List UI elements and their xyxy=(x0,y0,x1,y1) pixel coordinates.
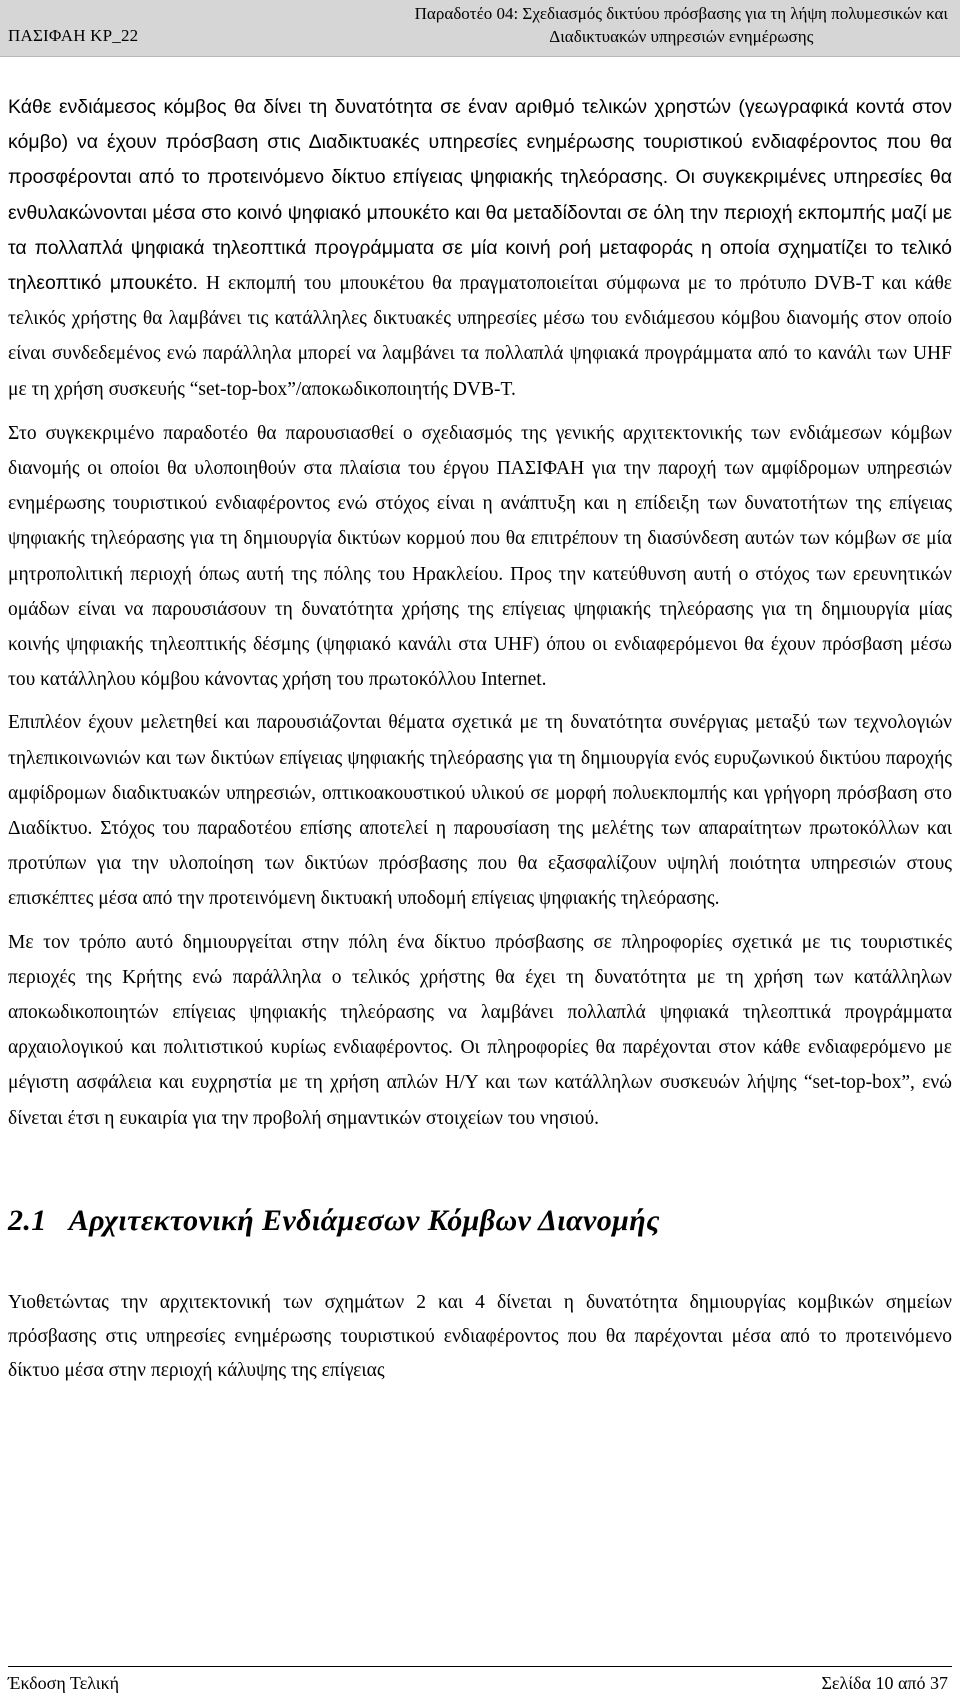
section-heading xyxy=(8,1204,952,1238)
section-number: 2.1 xyxy=(8,1203,47,1237)
header-title-line-2: Διαδικτυακών υπηρεσιών ενημέρωσης xyxy=(549,27,814,46)
page-footer xyxy=(8,1666,952,1697)
paragraph-5: Υιοθετώντας την αρχιτεκτονική των σχημάτων 2 και 4 δίνεται η δυνατότητα δημιουργίας κομβικών σημείων πρόσβασης στις υπηρεσίες ενημέρωσης τουριστικού ενδιαφέροντος που θα παρέχονται μέσα από το προτεινόμενο δίκτυο μέσα στην περιοχή κάλυψης της επίγειας xyxy=(8,1291,952,1381)
section-title: Αρχιτεκτονική Ενδιάμεσων Κόμβων Διανομής xyxy=(68,1203,660,1237)
paragraph-1-serif-part: Η εκπομπή του μπουκέτου θα πραγματοποιείται σύμφωνα με το πρότυπο DVB-T και κάθε τελικός χρήστης θα λαμβάνει τις κατάλληλες δικτυακές υπηρεσίες μέσω του ενδιάμεσου κόμβου διανομής στον οποίο είναι συνδεδεμένος ενώ παράλληλα μπορεί να λαμβάνει τα πολλαπλά ψηφιακά προγράμματα από το κανάλι των UHF με τη χρήση συσκευής “set-top-box”/αποκωδικοποιητής DVB-T. xyxy=(8,273,952,400)
paragraph-2: Στο συγκεκριμένο παραδοτέο θα παρουσιασθεί ο σχεδιασμός της γενικής αρχιτεκτονικής των ενδιάμεσων κόμβων διανομής οι οποίοι θα υλοποιηθούν στα πλαίσια του έργου ΠΑΣΙΦΑΗ για την παροχή των αμφίδρομων υπηρεσιών ενημέρωσης τουριστικού ενδιαφέροντος ενώ στόχος είναι η ανάπτυξη και η επίδειξη των δυνατοτήτων της επίγειας ψηφιακής τηλεόρασης για τη δημιουργία δικτύων κορμού που θα επιτρέπουν τη διασύνδεση αυτών των κόμβων σε μία μητροπολιτική περιοχή όπως αυτή της πόλης του Ηρακλείου. Προς την κατεύθυνση αυτή ο στόχος των ερευνητικών ομάδων είναι να παρουσιάσουν τη δυνατότητα χρήσης της επίγειας ψηφιακής τηλεόρασης για τη δημιουργία μίας κοινής ψηφιακής τηλεοπτικής δέσμης (ψηφιακό κανάλι στα UHF) όπου οι ενδιαφερόμενοι θα έχουν πρόσβαση μέσω του κατάλληλου κόμβου κάνοντας χρήση του πρωτοκόλλου Internet. xyxy=(8,422,952,691)
footer-page-number: Σελίδα 10 από 37 xyxy=(821,1673,948,1693)
page-header xyxy=(0,0,960,57)
header-project-code: ΠΑΣΙΦΑΗ ΚΡ_22 xyxy=(8,26,139,45)
paragraph-3: Επιπλέον έχουν μελετηθεί και παρουσιάζονται θέματα σχετικά με τη δυνατότητα συνέργιας μεταξύ των τεχνολογιών τηλεπικοινωνιών και των δικτύων επίγειας ψηφιακής τηλεόρασης για τη δημιουργία ενός ευρυζωνικού δικτύου παροχής αμφίδρομων διαδικτυακών υπηρεσιών, οπτικοακουστικού υλικού σε μορφή πολυεκπομπής και γρήγορη πρόσβαση στο Διαδίκτυο. Στόχος του παραδοτέου επίσης αποτελεί η παρουσίαση της μελέτης των απαραίτητων πρωτοκόλλων και προτύπων για την υλοποίηση των δικτύων πρόσβασης που θα εξασφαλίζουν υψηλή ποιότητα υπηρεσιών στους επισκέπτες μέσα από την προτεινόμενη δικτυακή υποδομή επίγειας ψηφιακής τηλεόρασης. xyxy=(8,712,952,910)
header-deliverable-title xyxy=(415,2,948,48)
paragraph-1 xyxy=(8,90,952,407)
paragraph-1-sans-part: Κάθε ενδιάμεσος κόμβος θα δίνει τη δυνατότητα σε έναν αριθμό τελικών χρηστών (γεωγραφικά κοντά στον κόμβο) να έχουν πρόσβαση στις Διαδικτυακές υπηρεσίες ενημέρωσης τουριστικού ενδιαφέροντος που θα προσφέρονται από το προτεινόμενο δίκτυο επίγειας ψηφιακής τηλεόρασης. Οι συγκεκριμένες υπηρεσίες θα ενθυλακώνονται μέσα στο κοινό ψηφιακό μπουκέτο και θα μεταδίδονται σε όλη την περιοχή εκπομπής μαζί με τα πολλαπλά ψηφιακά τηλεοπτικά προγράμματα σε μία κοινή ροή μεταφοράς η οποία σχηματίζει το τελικό τηλεοπτικό μπουκέτο. xyxy=(8,96,952,295)
footer-version: Έκδοση Τελική xyxy=(8,1673,120,1693)
document-body xyxy=(8,90,952,1388)
header-title-line-1: Παραδοτέο 04: Σχεδιασμός δικτύου πρόσβασης για τη λήψη πολυμεσικών και xyxy=(414,4,948,23)
paragraph-4: Με τον τρόπο αυτό δημιουργείται στην πόλη ένα δίκτυο πρόσβασης σε πληροφορίες σχετικά με τις τουριστικές περιοχές της Κρήτης ενώ παράλληλα ο τελικός χρήστης θα έχει τη δυνατότητα με τη χρήση των κατάλληλων αποκωδικοποιητών επίγειας ψηφιακής τηλεόρασης να λαμβάνει πολλαπλά ψηφιακά τηλεοπτικά προγράμματα αρχαιολογικού και πολιτιστικού κυρίως ενδιαφέροντος. Οι πληροφορίες θα παρέχονται στον κάθε ενδιαφερόμενο με μέγιστη ασφάλεια και ευχρηστία με τη χρήση απλών Η/Υ και των κατάλληλων συσκευών λήψης “set-top-box”, ενώ δίνεται έτσι η ευκαιρία για την προβολή σημαντικών στοιχείων του νησιού. xyxy=(8,931,952,1129)
